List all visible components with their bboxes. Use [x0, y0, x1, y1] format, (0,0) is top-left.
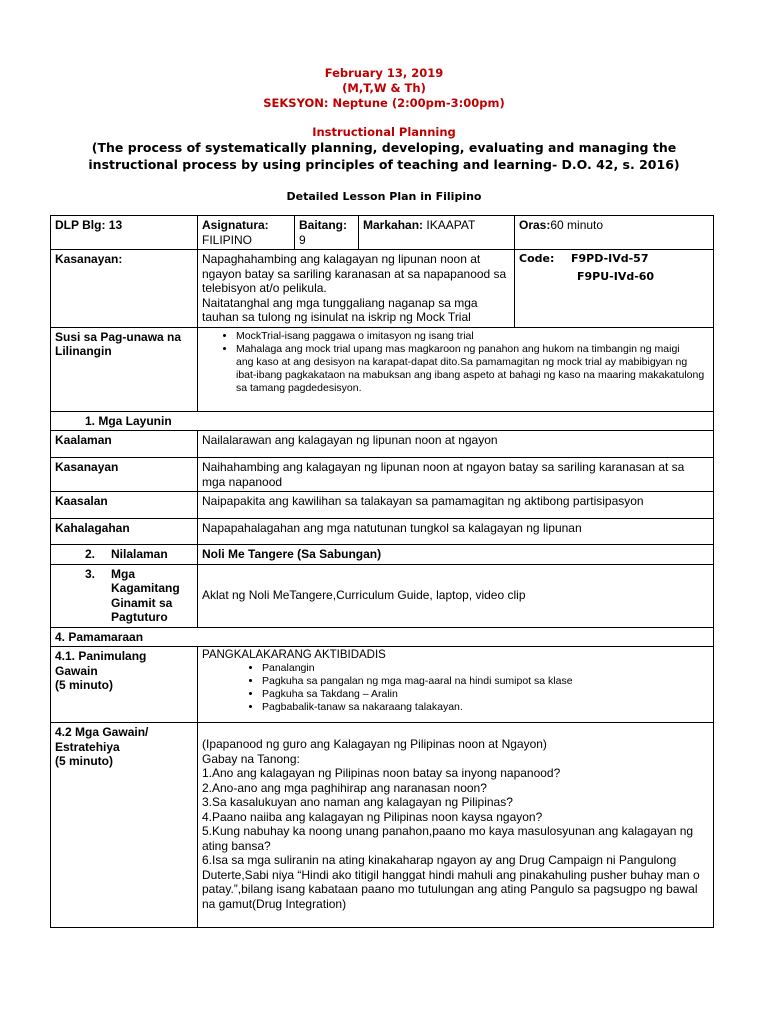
pamamaraan-heading: 4. Pamamaraan	[51, 627, 714, 647]
oras-label: Oras:	[519, 218, 551, 232]
susi-item: • MockTrial-isang paggawa o imitasyon ng isang trial	[236, 330, 709, 343]
gawain-label: 4.2 Mga Gawain/ Estratehiya (5 minuto)	[51, 723, 198, 928]
gawain-text: (Ipapanood ng guro ang Kalagayan ng Pilipinas noon at Ngayon) Gabay na Tanong: 1.Ano ang kalagayan ng Pilipinas noon batay sa inyong napanood? 2.Ano-ano ang mga paghihirap ang naranasan noon? 3.Sa kasalukuyan ano naman ang kalagayan ng Pilipinas? 4.Paano naiiba ang kalagayan ng Pilipinas noon kaysa ngayon? 5.Kung nabuhay ka noong unang panahon,paano mo kaya masulosyunan ang kalagayan ng ating bansa? 6.Isa sa mga suliranin na ating kinakaharap ngayon ay ang Drug Campaign ni Pangulong Duterte,Sabi niya “Hindi ako titigil hanggat hindi mahuli ang pinakahuling pusher buhay man o patay.”,bilang isang kabataan paano mo tutulungan ang ating Pangulo sa pagsugpo ng bawal na gamut(Drug Integration)	[198, 723, 714, 928]
panimula-cell	[198, 647, 714, 723]
markahan-cell	[359, 216, 515, 250]
kaasalan-text: Naipapakita ang kawilihan sa talakayan sa pamamagitan ng aktibong partisipasyon	[198, 492, 714, 519]
markahan-value: IKAAPAT	[423, 218, 476, 232]
kasanayan2-label: Kasanayan	[51, 458, 198, 492]
susi-label: Susi sa Pag-unawa na Lilinangin	[51, 327, 198, 411]
layunin-heading: 1. Mga Layunin	[51, 411, 714, 431]
susi-list	[204, 330, 709, 356]
code-cell	[515, 250, 714, 328]
asignatura-cell	[198, 216, 295, 250]
kasanayan2-text: Naihahambing ang kalagayan ng lipunan noon at ngayon batay sa sariling karanasan at sa mga napanood	[198, 458, 714, 492]
date-line: February 13, 2019	[324, 66, 444, 80]
kaalaman-text: Nailalarawan ang kalagayan ng lipunan noon at ngayon	[198, 431, 714, 458]
baitang-cell	[295, 216, 359, 250]
kaasalan-label: Kaasalan	[51, 492, 198, 519]
seksyon-line: SEKSYON: Neptune (2:00pm-3:00pm)	[263, 96, 505, 110]
oras-value: 60 minuto	[550, 218, 604, 232]
panimula-label: 4.1. Panimulang Gawain (5 minuto)	[51, 647, 198, 723]
nilalaman-num: 2.	[85, 547, 96, 561]
asignatura-value: FILIPINO	[202, 232, 253, 247]
panimula-item: • Pagkuha sa pangalan ng mga mag-aaral na hindi sumipot sa klase	[262, 675, 709, 688]
panimula-item: • Pagkuha sa Takdang – Aralin	[262, 688, 709, 701]
kagamitan-label-text: Mga Kagamitang Ginamit sa Pagtuturo	[111, 566, 180, 624]
code-label: Code:	[519, 252, 555, 265]
kagamitan-text: Aklat ng Noli MeTangere,Curriculum Guide, laptop, video clip	[198, 564, 714, 627]
kahalagahan-text: Napapahalagahan ang mga natutunan tungkol sa kalagayan ng lipunan	[198, 519, 714, 545]
kagamitan-label	[51, 564, 198, 627]
nilalaman-label	[51, 545, 198, 565]
susi-continuation: ang kaso at ang desisyon na karapat-dapat dito.Sa pamamagitan ng mock trial ay mabibigyan ng ibat-ibang pagkakataon na mabuksan ang ibang aspeto at bahagi ng kaso na maaring makakatulong sa tamang pagdedesisyon.	[236, 355, 705, 394]
doc-subtitle: Detailed Lesson Plan in Filipino	[286, 190, 482, 203]
days-line: (M,T,W & Th)	[342, 81, 426, 95]
doc-title: Instructional Planning	[312, 125, 456, 139]
kasanayan-text: Napaghahambing ang kalagayan ng lipunan noon at ngayon batay sa sariling karanasan at sa napapanood sa telebisyon at/o pelikula. Naitatanghal ang mga tunggaliang naganap sa mga tauhan sa tulong ng isinulat na iskrip ng Mock Trial	[198, 250, 515, 328]
panimula-list	[202, 662, 709, 714]
markahan-label: Markahan:	[363, 218, 424, 232]
kaalaman-label: Kaalaman	[51, 431, 198, 458]
panimula-item: • Panalangin	[262, 662, 709, 675]
nilalaman-label-text: Nilalaman	[111, 547, 168, 561]
doc-definition: (The process of systematically planning, developing, evaluating and managing the instructional process by using principles of teaching and learning- D.O. 42, s. 2016)	[88, 140, 680, 172]
kasanayan-label: Kasanayan:	[51, 250, 198, 328]
kagamitan-num: 3.	[85, 566, 96, 581]
code-1: F9PD-IVd-57	[571, 252, 649, 265]
panimula-heading: PANGKALAKARANG AKTIBIDADIS	[202, 649, 386, 661]
dlp-cell: DLP Blg: 13	[51, 216, 198, 250]
oras-cell	[515, 216, 714, 250]
baitang-value: 9	[299, 232, 306, 247]
nilalaman-text: Noli Me Tangere (Sa Sabungan)	[198, 545, 714, 565]
asignatura-label: Asignatura:	[202, 218, 269, 232]
susi-cell	[198, 327, 714, 411]
code-2: F9PU-IVd-60	[577, 269, 655, 283]
susi-item: • Mahalaga ang mock trial upang mas magkaroon ng panahon ang hukom na timbangin ng maigi	[236, 343, 709, 356]
panimula-item: • Pagbabalik-tanaw sa nakaraang talakayan.	[262, 701, 709, 714]
kahalagahan-label: Kahalagahan	[51, 519, 198, 545]
baitang-label: Baitang:	[299, 218, 347, 232]
lesson-plan-table	[50, 215, 714, 928]
